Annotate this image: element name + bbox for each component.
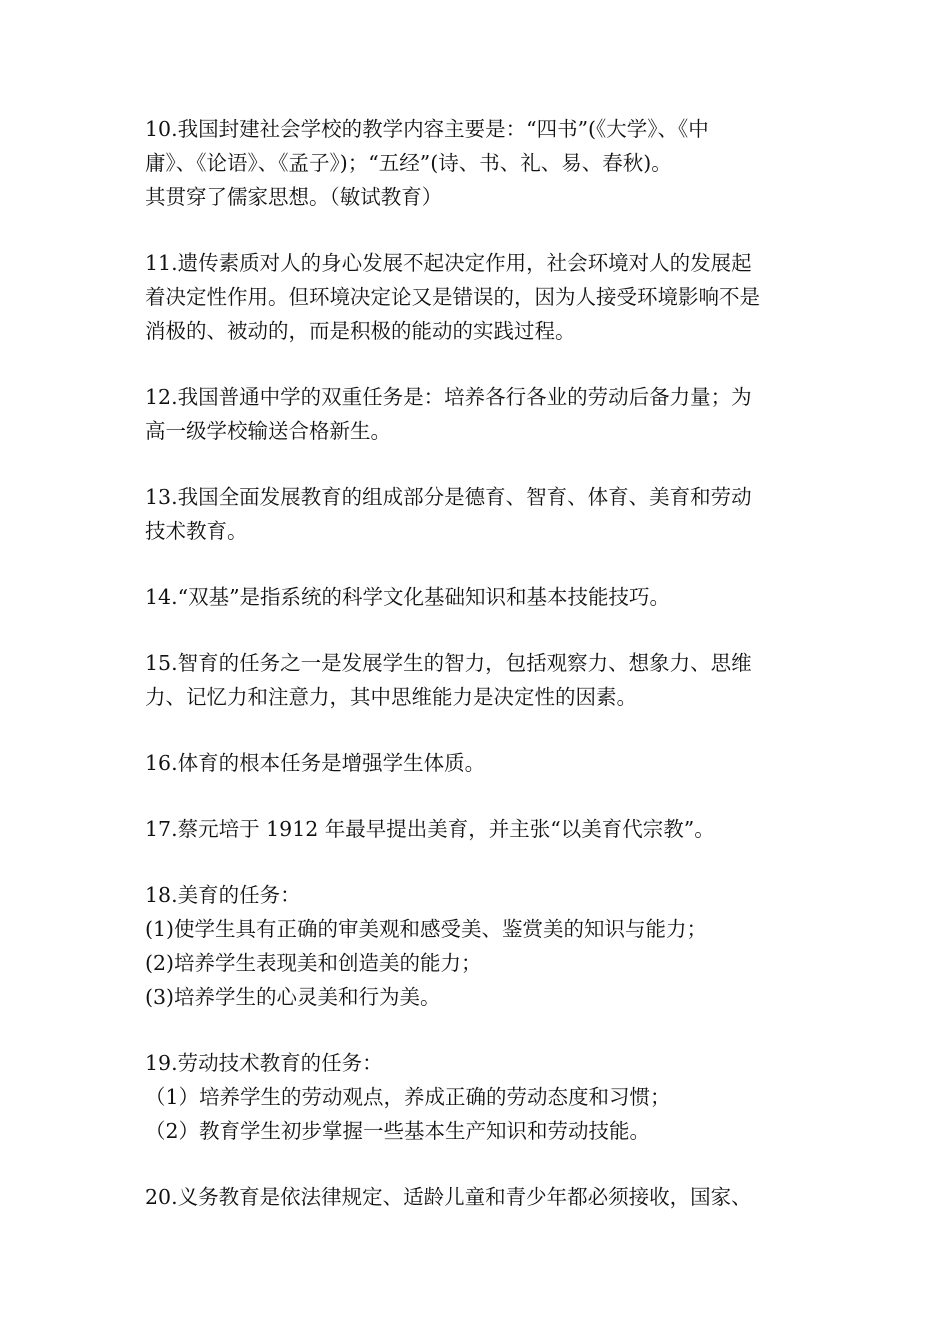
text-line: 15.智育的任务之一是发展学生的智力，包括观察力、想象力、思维	[145, 651, 752, 675]
text-line: 高一级学校输送合格新生。	[145, 419, 391, 443]
paragraph-11	[145, 246, 810, 348]
text-line: 力、记忆力和注意力，其中思维能力是决定性的因素。	[145, 685, 637, 709]
text-line: 庸》、《论语》、《孟子》)；“五经”(诗、书、礼、易、春秋)。	[145, 151, 672, 175]
text-line: 10.我国封建社会学校的教学内容主要是：“四书”(《大学》、《中	[145, 117, 709, 141]
paragraph-19	[145, 1046, 810, 1148]
paragraph-13	[145, 480, 810, 548]
text-line: 17.蔡元培于 1912 年最早提出美育，并主张“以美育代宗教”。	[145, 817, 715, 841]
text-line: 19.劳动技术教育的任务：	[145, 1051, 383, 1075]
text-line: 11.遗传素质对人的身心发展不起决定作用，社会环境对人的发展起	[145, 251, 752, 275]
document-page	[145, 112, 810, 1214]
paragraph-14	[145, 580, 810, 614]
text-line: 12.我国普通中学的双重任务是：培养各行各业的劳动后备力量；为	[145, 385, 752, 409]
text-line: 13.我国全面发展教育的组成部分是德育、智育、体育、美育和劳动	[145, 485, 752, 509]
list-item: (3)培养学生的心灵美和行为美。	[145, 985, 441, 1009]
text-line: 20.义务教育是依法律规定、适龄儿童和青少年都必须接收，国家、	[145, 1185, 752, 1209]
text-line: 18.美育的任务：	[145, 883, 301, 907]
list-item: （1）培养学生的劳动观点，养成正确的劳动态度和习惯；	[145, 1085, 671, 1109]
paragraph-17	[145, 812, 810, 846]
text-line: 其贯穿了儒家思想。（敏试教育）	[145, 185, 443, 209]
text-line: 14.“双基”是指系统的科学文化基础知识和基本技能技巧。	[145, 585, 671, 609]
list-item: (1)使学生具有正确的审美观和感受美、鉴赏美的知识与能力；	[145, 917, 708, 941]
paragraph-18	[145, 878, 810, 1014]
paragraph-10	[145, 112, 810, 214]
list-item: （2）教育学生初步掌握一些基本生产知识和劳动技能。	[145, 1119, 651, 1143]
text-line: 消极的、被动的，而是积极的能动的实践过程。	[145, 319, 576, 343]
paragraph-20	[145, 1180, 810, 1214]
paragraph-15	[145, 646, 810, 714]
text-line: 着决定性作用。但环境决定论又是错误的，因为人接受环境影响不是	[145, 285, 760, 309]
text-line: 技术教育。	[145, 519, 248, 543]
text-line: 16.体育的根本任务是增强学生体质。	[145, 751, 486, 775]
paragraph-12	[145, 380, 810, 448]
list-item: (2)培养学生表现美和创造美的能力；	[145, 951, 482, 975]
paragraph-16	[145, 746, 810, 780]
